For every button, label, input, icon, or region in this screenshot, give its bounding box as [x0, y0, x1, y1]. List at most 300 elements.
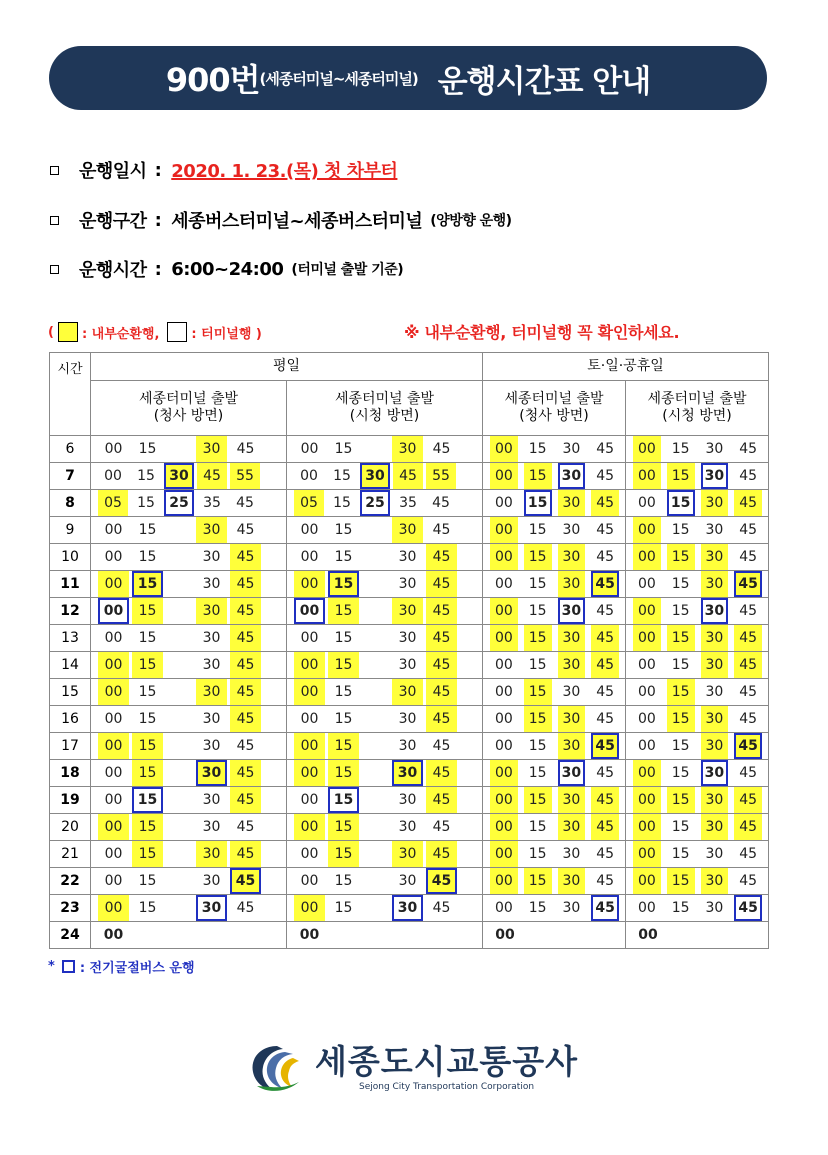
departure-time: 45 [739, 711, 758, 727]
departure-time: 45 [426, 787, 457, 813]
departures-weekend-cityhall [626, 679, 769, 706]
departure-time: 45 [426, 544, 457, 570]
timetable-row [50, 760, 769, 787]
departure-time: 00 [294, 814, 325, 840]
logo-name-en: Sejong City Transportation Corporation [358, 1082, 535, 1092]
departure-time: 45 [236, 900, 255, 916]
electric-bus-box-icon [62, 960, 75, 973]
departures-weekend-cityhall [626, 463, 769, 490]
departure-time: 00 [98, 598, 129, 624]
departure-time: 15 [667, 787, 695, 813]
departure-time: 15 [138, 711, 157, 727]
departures-weekday-cityhall [287, 544, 483, 571]
departure-list [626, 625, 768, 651]
departure-time: 15 [671, 657, 690, 673]
departure-time: 30 [196, 436, 227, 462]
departure-time: 30 [562, 522, 581, 538]
departure-time: 15 [667, 868, 695, 894]
departure-time: 15 [328, 814, 359, 840]
departure-list [287, 463, 482, 489]
departures-weekday-cityhall [287, 760, 483, 787]
departure-time: 35 [203, 495, 221, 511]
departure-time: 15 [524, 463, 552, 489]
departures-weekday-cityhall [287, 814, 483, 841]
departure-time: 30 [392, 517, 423, 543]
legend-white-swatch [167, 322, 187, 342]
departures-weekend-cityhall [626, 490, 769, 517]
departures-weekday-gov [91, 517, 287, 544]
departure-time: 15 [524, 706, 552, 732]
info-route [50, 207, 512, 233]
departure-time: 00 [637, 738, 656, 754]
departure-time: 15 [138, 900, 157, 916]
departure-time: 15 [334, 441, 353, 457]
departure-time: 45 [230, 706, 261, 732]
departure-time: 30 [398, 819, 417, 835]
departure-time: 15 [334, 711, 353, 727]
departure-time: 00 [300, 873, 319, 889]
departure-time: 45 [230, 598, 261, 624]
departure-list [483, 733, 625, 759]
departures-weekend-gov [483, 517, 626, 544]
departure-time: 30 [398, 738, 417, 754]
departure-time: 30 [392, 760, 423, 786]
timetable-row [50, 544, 769, 571]
departure-time: 30 [398, 549, 417, 565]
departure-time: 00 [494, 495, 513, 511]
departure-time: 15 [328, 598, 359, 624]
departure-time: 45 [591, 733, 619, 759]
departures-weekend-gov [483, 679, 626, 706]
timetable-row [50, 598, 769, 625]
departures-weekday-cityhall [287, 598, 483, 625]
departure-time: 35 [399, 495, 417, 511]
departure-time: 05 [294, 490, 324, 516]
departure-list [626, 652, 768, 678]
departure-time: 15 [132, 841, 163, 867]
departure-time: 15 [328, 652, 359, 678]
departure-list [91, 571, 286, 597]
departure-time: 00 [637, 657, 656, 673]
departure-list [626, 814, 768, 840]
departure-time: 45 [734, 490, 762, 516]
departures-weekend-gov [483, 814, 626, 841]
timetable [49, 352, 769, 949]
departure-list [483, 517, 625, 543]
departure-list [626, 787, 768, 813]
departure-time: 55 [230, 463, 260, 489]
timetable-row [50, 463, 769, 490]
departure-time: 15 [334, 900, 353, 916]
departure-time: 15 [671, 765, 690, 781]
departure-time: 15 [667, 679, 695, 705]
departure-list [483, 760, 625, 786]
timetable-body [50, 436, 769, 949]
departure-time: 30 [705, 846, 724, 862]
departure-time: 00 [98, 652, 129, 678]
departure-time: 15 [334, 549, 353, 565]
departure-list [483, 841, 625, 867]
departures-weekday-gov [91, 841, 287, 868]
departure-list [287, 544, 482, 570]
departure-list [91, 760, 286, 786]
departure-time: 30 [701, 571, 729, 597]
departure-time: 30 [701, 490, 729, 516]
hour-cell: 17 [50, 733, 91, 760]
departure-time: 00 [299, 927, 320, 943]
departure-time: 00 [633, 760, 661, 786]
departures-weekday-gov [91, 463, 287, 490]
info-value: 6:00~24:00 [171, 258, 284, 280]
departure-time: 25 [164, 490, 194, 516]
departure-time: 45 [739, 549, 758, 565]
timetable-row [50, 652, 769, 679]
departure-time: 00 [300, 549, 319, 565]
departure-time: 45 [596, 441, 615, 457]
departure-time: 00 [98, 733, 129, 759]
departure-list [287, 922, 482, 948]
departures-weekday-cityhall [287, 787, 483, 814]
departure-time: 45 [596, 522, 615, 538]
departures-weekday-cityhall [287, 490, 483, 517]
departure-time: 00 [633, 625, 661, 651]
company-logo [247, 1038, 578, 1098]
departure-time: 15 [524, 787, 552, 813]
departures-weekend-cityhall [626, 787, 769, 814]
departure-time: 30 [392, 598, 423, 624]
departure-list [626, 490, 768, 516]
departures-weekend-cityhall [626, 706, 769, 733]
departure-list [287, 706, 482, 732]
departure-list [287, 598, 482, 624]
departure-time: 15 [671, 738, 690, 754]
hour-cell: 20 [50, 814, 91, 841]
info-value: 세종버스터미널~세종버스터미널 [171, 211, 423, 232]
departure-time: 15 [328, 760, 359, 786]
hour-cell: 6 [50, 436, 91, 463]
departure-list [287, 868, 482, 894]
info-note: (터미널 출발 기준) [291, 262, 404, 278]
info-value: 2020. 1. 23.(목) 첫 차부터 [171, 161, 398, 182]
departure-time: 45 [432, 522, 451, 538]
departure-time: 45 [230, 652, 261, 678]
departure-list [91, 841, 286, 867]
departure-time: 30 [202, 738, 221, 754]
hour-header: 시간 [50, 353, 91, 436]
sub-header-weekend-cityhall: 세종터미널 출발 (시청 방면) [626, 381, 769, 436]
sub-header-weekday-gov: 세종터미널 출발 (청사 방면) [91, 381, 287, 436]
departure-time: 30 [558, 706, 586, 732]
departure-list [287, 760, 482, 786]
departures-weekend-cityhall [626, 517, 769, 544]
departures-weekday-gov [91, 625, 287, 652]
departure-time: 45 [432, 738, 451, 754]
departure-list [626, 436, 768, 462]
departure-time: 00 [637, 711, 656, 727]
departures-weekday-gov [91, 760, 287, 787]
bullet-icon [50, 216, 59, 225]
departure-time: 00 [104, 468, 122, 484]
departure-time: 45 [432, 441, 451, 457]
departures-weekend-gov [483, 490, 626, 517]
legend-white-label: : 터미널행 ) [191, 326, 262, 342]
timetable-row [50, 679, 769, 706]
departure-time: 00 [633, 544, 661, 570]
departure-list [626, 922, 768, 948]
departure-time: 45 [591, 571, 619, 597]
departure-time: 30 [701, 760, 729, 786]
departure-time: 00 [294, 895, 325, 921]
departure-time: 45 [426, 652, 457, 678]
hour-cell: 14 [50, 652, 91, 679]
hour-cell: 8 [50, 490, 91, 517]
departure-list [287, 787, 482, 813]
departure-time: 15 [334, 684, 353, 700]
departures-weekday-cityhall [287, 841, 483, 868]
departure-list [91, 598, 286, 624]
departure-list [626, 598, 768, 624]
departures-weekday-cityhall [287, 895, 483, 922]
departure-time: 00 [637, 576, 656, 592]
departure-time: 15 [671, 603, 690, 619]
departure-list [287, 733, 482, 759]
departures-weekday-cityhall [287, 517, 483, 544]
departure-time: 45 [596, 468, 615, 484]
departure-time: 45 [739, 603, 758, 619]
departure-list [626, 679, 768, 705]
departure-list [287, 571, 482, 597]
departure-list [287, 436, 482, 462]
departure-time: 45 [426, 679, 457, 705]
departure-time: 15 [524, 625, 552, 651]
departure-time: 00 [633, 436, 661, 462]
departure-time: 45 [739, 468, 758, 484]
departure-time: 45 [426, 598, 457, 624]
departures-weekend-cityhall [626, 922, 769, 949]
departure-time: 00 [98, 571, 129, 597]
departure-time: 30 [398, 792, 417, 808]
departure-time: 15 [132, 571, 163, 597]
departure-time: 00 [294, 571, 325, 597]
departure-time: 45 [596, 603, 615, 619]
departure-time: 15 [671, 846, 690, 862]
departure-list [91, 679, 286, 705]
departures-weekend-gov [483, 787, 626, 814]
departure-time: 30 [398, 873, 417, 889]
departure-time: 45 [236, 495, 254, 511]
hour-cell: 11 [50, 571, 91, 598]
departure-list [287, 841, 482, 867]
departure-time: 00 [494, 738, 513, 754]
departure-time: 45 [230, 544, 261, 570]
departure-list [626, 706, 768, 732]
departure-list [91, 868, 286, 894]
departure-list [483, 922, 625, 948]
departure-time: 00 [633, 841, 661, 867]
departure-list [91, 544, 286, 570]
departures-weekend-cityhall [626, 733, 769, 760]
departures-weekday-gov [91, 436, 287, 463]
departure-time: 30 [558, 760, 586, 786]
departure-time: 45 [734, 733, 762, 759]
departure-list [91, 625, 286, 651]
departure-list [483, 706, 625, 732]
departure-time: 45 [596, 873, 615, 889]
departures-weekend-cityhall [626, 625, 769, 652]
departures-weekend-cityhall [626, 544, 769, 571]
departure-list [626, 544, 768, 570]
departure-time: 30 [562, 846, 581, 862]
departure-time: 30 [360, 463, 390, 489]
departure-time: 30 [392, 436, 423, 462]
departure-time: 45 [591, 787, 619, 813]
departure-time: 15 [528, 441, 547, 457]
departures-weekday-cityhall [287, 733, 483, 760]
departure-time: 15 [334, 522, 353, 538]
departure-list [483, 895, 625, 921]
departure-time: 30 [558, 598, 586, 624]
departure-time: 30 [558, 463, 586, 489]
departures-weekend-gov [483, 436, 626, 463]
departure-time: 30 [701, 787, 729, 813]
departure-time: 45 [591, 652, 619, 678]
title-main: 운행시간표 안내 [437, 63, 651, 100]
departure-time: 30 [701, 733, 729, 759]
departure-time: 15 [528, 738, 547, 754]
departures-weekend-cityhall [626, 571, 769, 598]
departure-time: 45 [591, 895, 619, 921]
departures-weekend-cityhall [626, 598, 769, 625]
departure-list [91, 652, 286, 678]
departure-list [626, 841, 768, 867]
departure-time: 00 [633, 598, 661, 624]
departures-weekend-gov [483, 841, 626, 868]
departure-time: 15 [671, 819, 690, 835]
departure-time: 15 [132, 652, 163, 678]
departure-time: 45 [393, 463, 423, 489]
legend-yellow-label: : 내부순환행, [81, 326, 160, 342]
departure-time: 45 [734, 571, 762, 597]
timetable-row [50, 517, 769, 544]
departure-time: 30 [562, 441, 581, 457]
departure-time: 30 [701, 625, 729, 651]
departure-time: 45 [236, 522, 255, 538]
departure-time: 45 [426, 760, 457, 786]
departure-time: 15 [524, 679, 552, 705]
departures-weekday-gov [91, 787, 287, 814]
departure-list [91, 814, 286, 840]
departure-list [287, 517, 482, 543]
departure-time: 15 [667, 544, 695, 570]
info-label: 운행구간 [79, 211, 147, 232]
departure-time: 45 [596, 549, 615, 565]
departure-time: 00 [637, 684, 656, 700]
departure-time: 45 [734, 625, 762, 651]
departure-time: 00 [103, 927, 124, 943]
departure-time: 15 [524, 544, 552, 570]
timetable-row [50, 625, 769, 652]
departure-list [91, 463, 286, 489]
departure-time: 45 [591, 814, 619, 840]
departure-time: 45 [734, 814, 762, 840]
departure-time: 30 [701, 598, 729, 624]
departure-time: 30 [701, 706, 729, 732]
departure-time: 30 [202, 630, 221, 646]
departures-weekend-gov [483, 571, 626, 598]
departure-time: 30 [196, 841, 227, 867]
hour-cell: 24 [50, 922, 91, 949]
departure-time: 15 [328, 733, 359, 759]
notice-text: ※ 내부순환행, 터미널행 꼭 확인하세요. [404, 323, 680, 342]
departure-time: 00 [294, 679, 325, 705]
departure-time: 15 [137, 468, 155, 484]
hour-cell: 15 [50, 679, 91, 706]
departure-time: 45 [236, 441, 255, 457]
timetable-row [50, 895, 769, 922]
timetable-row [50, 706, 769, 733]
departure-time: 45 [230, 760, 261, 786]
departure-time: 30 [558, 625, 586, 651]
departure-time: 45 [596, 846, 615, 862]
departure-time: 15 [528, 657, 547, 673]
departure-time: 00 [494, 657, 513, 673]
departure-time: 00 [300, 846, 319, 862]
route-number: 900번 [165, 61, 260, 99]
departures-weekend-gov [483, 598, 626, 625]
departure-time: 15 [333, 495, 351, 511]
departure-time: 15 [528, 765, 547, 781]
departure-time: 45 [591, 490, 619, 516]
weekday-header: 평일 [91, 353, 483, 381]
departure-time: 00 [294, 733, 325, 759]
departure-list [91, 706, 286, 732]
departure-time: 00 [104, 765, 123, 781]
departure-time: 45 [426, 841, 457, 867]
timetable-row [50, 814, 769, 841]
departure-time: 45 [197, 463, 227, 489]
departure-time: 00 [633, 787, 661, 813]
departures-weekday-gov [91, 814, 287, 841]
departure-time: 15 [528, 522, 547, 538]
departure-time: 15 [528, 846, 547, 862]
departure-time: 30 [392, 895, 423, 921]
departure-list [483, 787, 625, 813]
departure-time: 00 [490, 436, 518, 462]
departure-time: 30 [705, 441, 724, 457]
departure-list [483, 868, 625, 894]
hour-cell: 22 [50, 868, 91, 895]
hour-cell: 9 [50, 517, 91, 544]
departure-time: 00 [495, 927, 515, 943]
departure-time: 15 [671, 441, 690, 457]
departure-list [626, 517, 768, 543]
departure-time: 30 [202, 576, 221, 592]
departures-weekday-gov [91, 544, 287, 571]
departures-weekday-gov [91, 598, 287, 625]
departure-time: 45 [230, 625, 261, 651]
departure-list [91, 436, 286, 462]
departure-time: 30 [562, 684, 581, 700]
departure-time: 45 [596, 765, 615, 781]
timetable-row [50, 841, 769, 868]
footnote-star: * [48, 959, 55, 974]
departures-weekday-gov [91, 490, 287, 517]
info-colon: : [154, 159, 162, 181]
departure-list [626, 895, 768, 921]
departures-weekend-gov [483, 922, 626, 949]
hour-cell: 23 [50, 895, 91, 922]
departure-time: 00 [300, 522, 319, 538]
